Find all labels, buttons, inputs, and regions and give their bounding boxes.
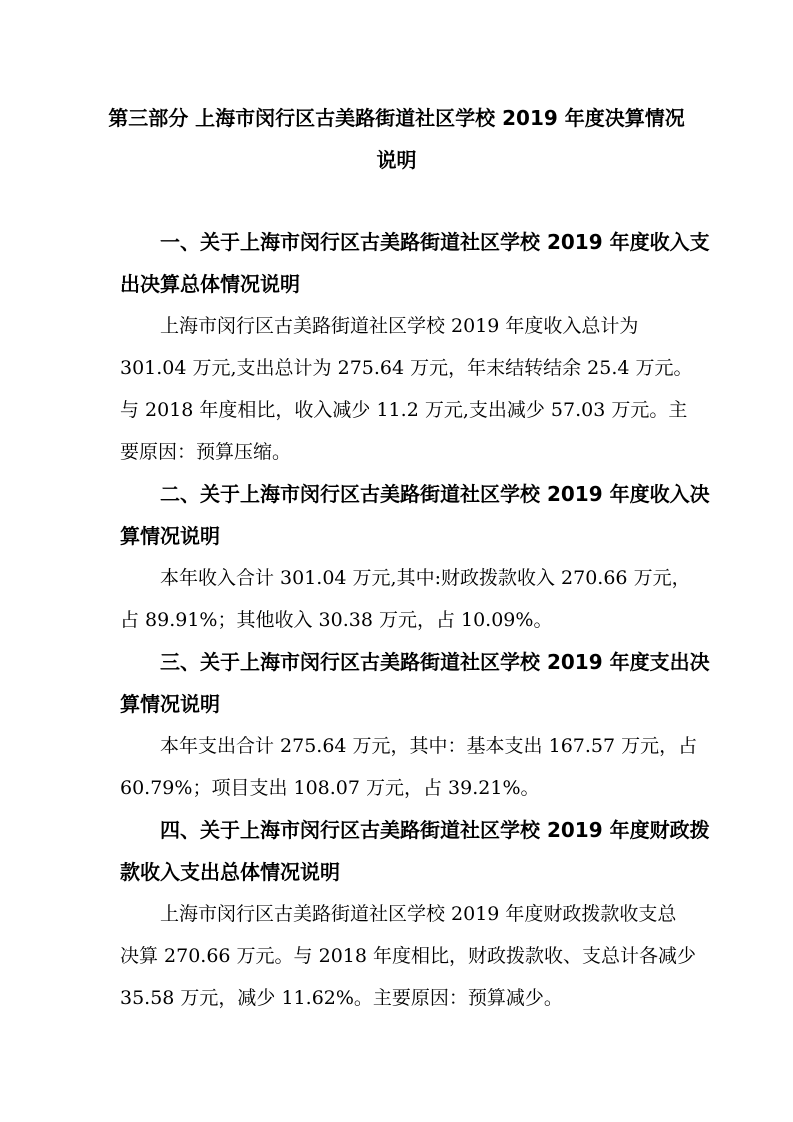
section-4-body-line-1: 上海市闵行区古美路街道社区学校 2019 年度财政拨款收支总 [160,903,677,925]
section-2-heading-line-1: 二、关于上海市闵行区古美路街道社区学校 2019 年度收入决 [160,482,710,506]
section-1-heading-line-2: 出决算总体情况说明 [120,272,300,296]
section-2-body-line-1: 本年收入合计 301.04 万元,其中:财政拨款收入 270.66 万元， [160,567,691,589]
section-2-body-line-2: 占 89.91%；其他收入 30.38 万元，占 10.09%。 [120,609,553,631]
section-3-heading-line-1: 三、关于上海市闵行区古美路街道社区学校 2019 年度支出决 [160,650,710,674]
section-3-body-line-1: 本年支出合计 275.64 万元，其中：基本支出 167.57 万元，占 [160,735,698,757]
section-1-body-line-2: 301.04 万元,支出总计为 275.64 万元，年末结转结余 25.4 万元。 [120,357,693,379]
document-title-line-2: 说明 [376,148,417,172]
section-1-body-line-4: 要原因：预算压缩。 [120,441,292,463]
section-4-body-line-2: 决算 270.66 万元。与 2018 年度相比，财政拨款收、支总计各减少 [120,945,696,967]
section-2-heading-line-2: 算情况说明 [120,524,220,548]
section-3-heading-line-2: 算情况说明 [120,692,220,716]
section-3-body-line-2: 60.79%；项目支出 108.07 万元，占 39.21%。 [120,777,540,799]
section-1-heading-line-1: 一、关于上海市闵行区古美路街道社区学校 2019 年度收入支 [160,230,710,254]
section-1-body-line-1: 上海市闵行区古美路街道社区学校 2019 年度收入总计为 [160,315,639,337]
document-title-line-1: 第三部分 上海市闵行区古美路街道社区学校 2019 年度决算情况 [108,106,685,130]
section-4-heading-line-1: 四、关于上海市闵行区古美路街道社区学校 2019 年度财政拨 [160,818,710,842]
section-1-body-line-3: 与 2018 年度相比，收入减少 11.2 万元,支出减少 57.03 万元。主 [120,399,688,421]
section-4-heading-line-2: 款收入支出总体情况说明 [120,860,340,884]
section-4-body-line-3: 35.58 万元，减少 11.62%。主要原因：预算减少。 [120,987,563,1009]
